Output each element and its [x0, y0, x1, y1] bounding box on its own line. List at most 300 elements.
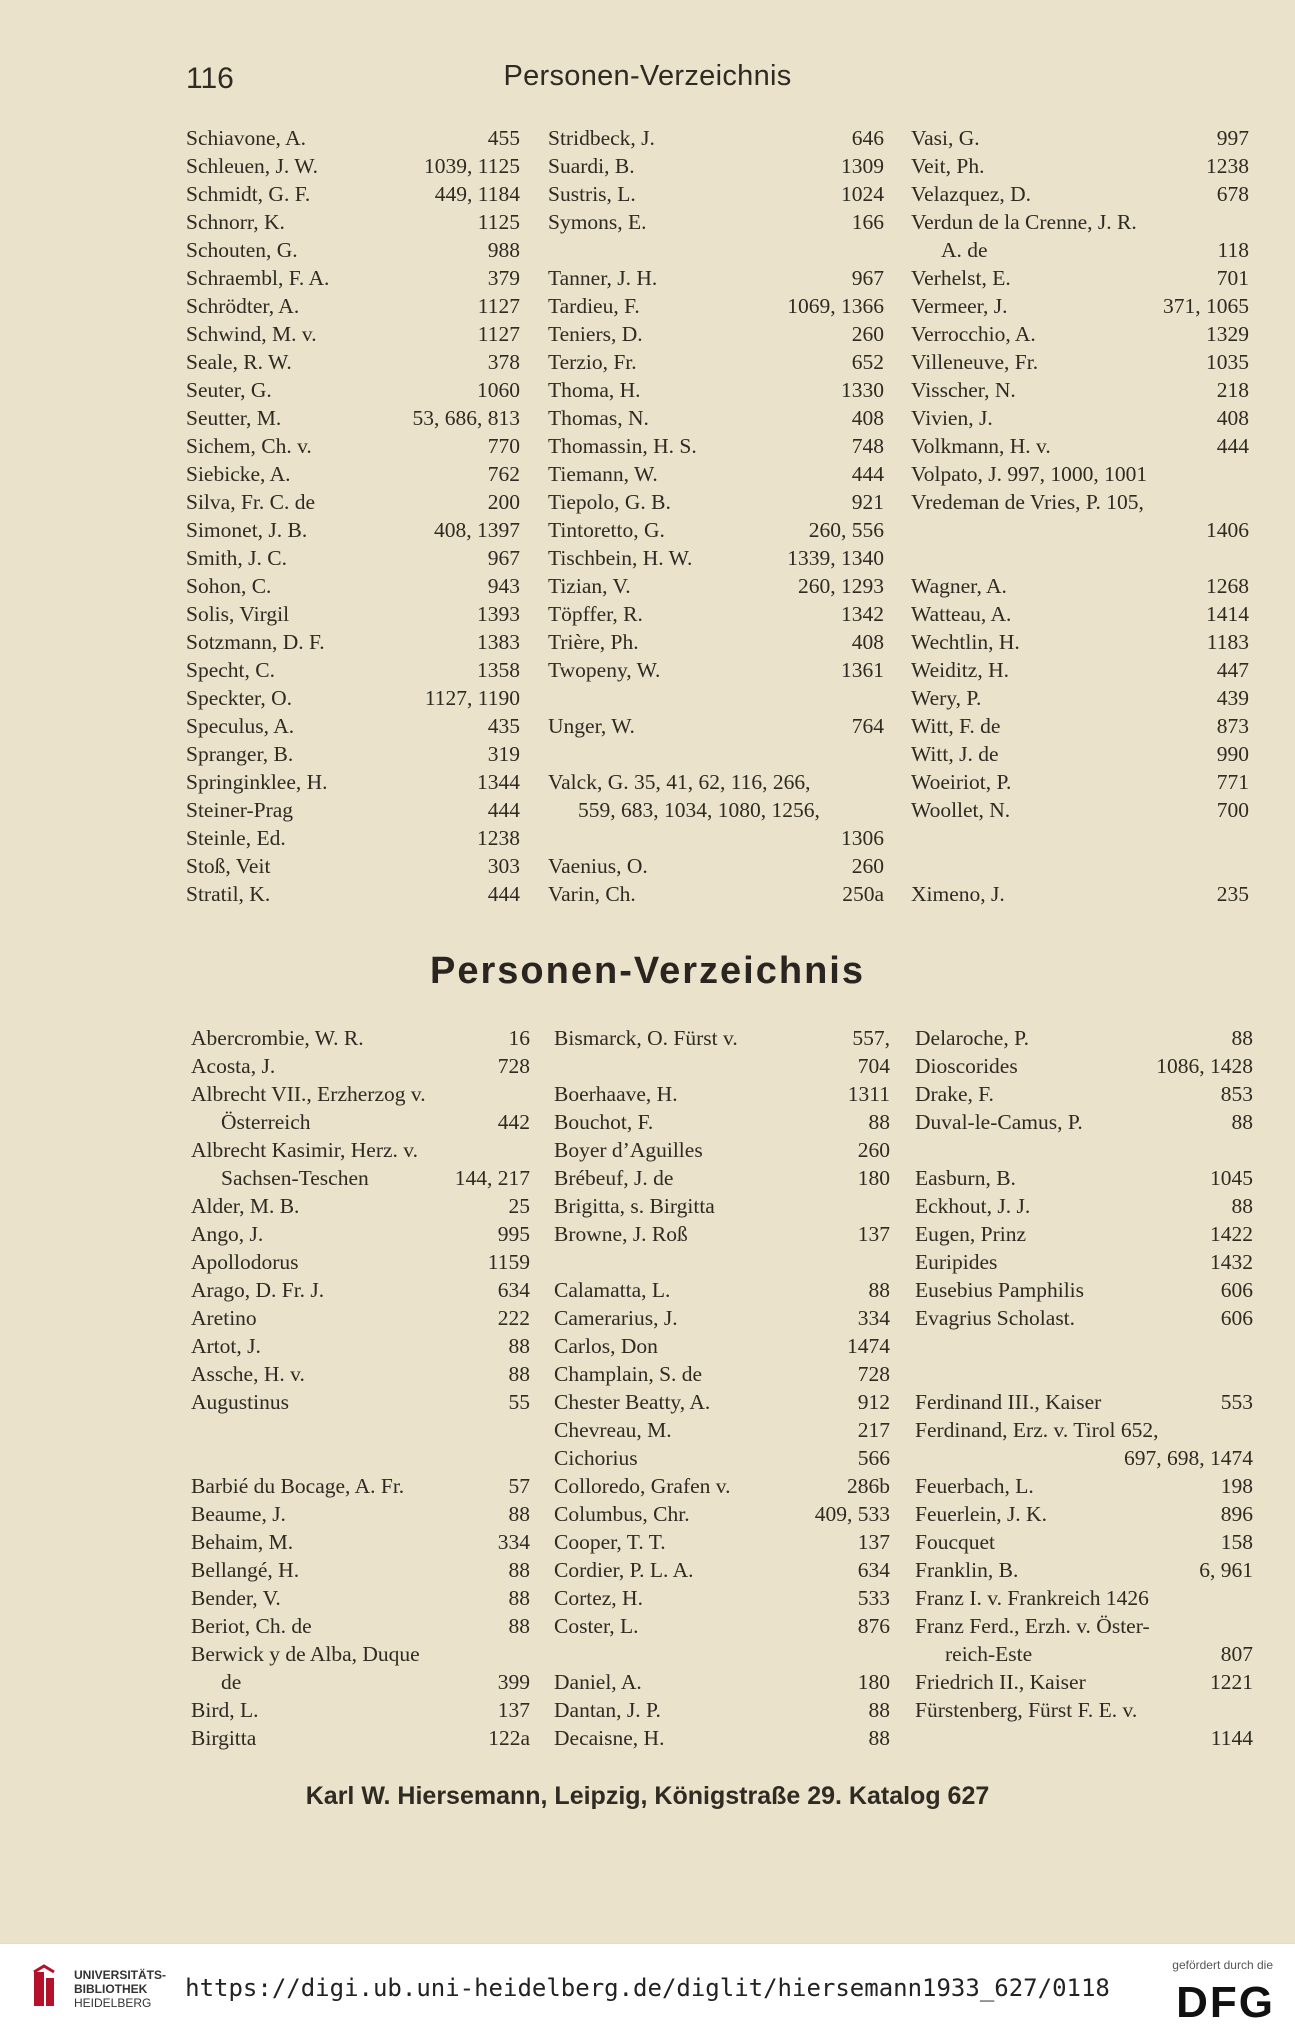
entry-pages: 88: [508, 1558, 530, 1582]
entry-name: Calamatta, L.: [554, 1278, 671, 1302]
entry-name: Vermeer, J.: [911, 294, 1008, 318]
entry-name: Eugen, Prinz: [915, 1222, 1027, 1246]
entry-name: Bird, L.: [191, 1698, 259, 1722]
entry-pages: 1414: [1206, 602, 1249, 626]
entry-pages: 728: [857, 1362, 890, 1386]
entry-pages: 1127: [477, 322, 520, 346]
entry-pages: 88: [508, 1362, 530, 1386]
index-entry: [548, 572, 884, 600]
entry-name: Decaisne, H.: [554, 1726, 665, 1750]
entry-pages: 88: [508, 1614, 530, 1638]
entry-name: Colloredo, Grafen v.: [554, 1474, 731, 1498]
index-entry: [186, 628, 520, 656]
index-entry: [554, 1192, 890, 1220]
index-entry: [911, 740, 1249, 768]
dfg-logo: DFG: [1176, 1978, 1275, 2027]
entry-name: Specht, C.: [186, 658, 275, 682]
entry-name: Speckter, O.: [186, 686, 293, 710]
entry-pages: 260: [851, 854, 884, 878]
entry-name: de: [221, 1670, 242, 1694]
entry-pages: 88: [508, 1586, 530, 1610]
index-entry: [915, 1304, 1253, 1332]
index-entry: [554, 1108, 890, 1136]
entry-name: Woeiriot, P.: [911, 770, 1012, 794]
entry-name: Dantan, J. P.: [554, 1698, 661, 1722]
entry-pages: 1383: [477, 630, 520, 654]
index-entry: [548, 460, 884, 488]
entry-name: Cortez, H.: [554, 1586, 643, 1610]
index-entry: [186, 796, 520, 824]
index-entry: [554, 1164, 890, 1192]
index-entry: [548, 376, 884, 404]
index-entry: [911, 460, 1249, 488]
entry-name: Spranger, B.: [186, 742, 294, 766]
index-entry: [548, 124, 884, 152]
entry-pages: 379: [487, 266, 520, 290]
entry-name: Tiepolo, G. B.: [548, 490, 671, 514]
institution-name: UNIVERSITÄTS- BIBLIOTHEK HEIDELBERG: [74, 1968, 167, 2010]
index-entry: [554, 1052, 890, 1080]
index-entry: [911, 628, 1249, 656]
index-entry: [554, 1024, 890, 1052]
entry-name: Fürstenberg, Fürst F. E. v.: [915, 1698, 1138, 1722]
index-entry: [554, 1080, 890, 1108]
entry-name: Browne, J. Roß: [554, 1222, 688, 1246]
index-entry: [548, 404, 884, 432]
top-column-3: [911, 124, 1249, 908]
entry-name: Unger, W.: [548, 714, 635, 738]
index-entry: [191, 1052, 530, 1080]
entry-pages: 557,: [852, 1026, 890, 1050]
index-entry: [915, 1108, 1253, 1136]
entry-name: Franklin, B.: [915, 1558, 1019, 1582]
entry-name: Albrecht VII., Erzherzog v.: [191, 1082, 426, 1106]
entry-pages: 455: [487, 126, 520, 150]
entry-pages: 166: [851, 210, 884, 234]
index-entry: [915, 1220, 1253, 1248]
index-entry: [186, 824, 520, 852]
entry-pages: 697, 698, 1474: [1124, 1446, 1253, 1470]
index-entry: [186, 572, 520, 600]
index-entry: [548, 292, 884, 320]
entry-pages: 200: [487, 490, 520, 514]
index-entry: [186, 460, 520, 488]
index-entry: [915, 1472, 1253, 1500]
entry-name: Suardi, B.: [548, 154, 635, 178]
index-entry: [554, 1668, 890, 1696]
index-entry: [186, 208, 520, 236]
entry-pages: 222: [497, 1306, 530, 1330]
entry-pages: 1344: [477, 770, 520, 794]
entry-name: Brébeuf, J. de: [554, 1166, 674, 1190]
entry-pages: 995: [497, 1222, 530, 1246]
index-entry: [548, 544, 884, 572]
index-entry: [186, 320, 520, 348]
entry-pages: 700: [1216, 798, 1249, 822]
entry-spacer: [548, 684, 884, 712]
entry-name: Duval-le-Camus, P.: [915, 1110, 1083, 1134]
entry-pages: 921: [851, 490, 884, 514]
index-entry: [548, 152, 884, 180]
entry-name: Tiemann, W.: [548, 462, 658, 486]
entry-pages: 25: [508, 1194, 530, 1218]
index-entry: [191, 1248, 530, 1276]
entry-name: Siebicke, A.: [186, 462, 291, 486]
entry-name: Chester Beatty, A.: [554, 1390, 711, 1414]
entry-spacer: [191, 1444, 530, 1472]
index-entry: [186, 404, 520, 432]
index-entry: [554, 1332, 890, 1360]
index-entry: [186, 236, 520, 264]
entry-pages: 770: [487, 434, 520, 458]
index-entry: [186, 264, 520, 292]
entry-name: Witt, F. de: [911, 714, 1001, 738]
entry-pages: 606: [1220, 1306, 1253, 1330]
entry-name: Symons, E.: [548, 210, 647, 234]
entry-name: Steinle, Ed.: [186, 826, 286, 850]
entry-name: Verhelst, E.: [911, 266, 1011, 290]
index-entry: [186, 880, 520, 908]
entry-pages: 180: [857, 1166, 890, 1190]
entry-pages: 444: [851, 462, 884, 486]
entry-pages: 1086, 1428: [1156, 1054, 1253, 1078]
entry-pages: 409, 533: [814, 1502, 890, 1526]
entry-pages: 449, 1184: [434, 182, 520, 206]
entry-spacer: [554, 1248, 890, 1276]
index-entry: [911, 572, 1249, 600]
index-entry: [548, 656, 884, 684]
entry-pages: 764: [851, 714, 884, 738]
entry-name: Vivien, J.: [911, 406, 993, 430]
index-entry: [554, 1304, 890, 1332]
index-entry: [915, 1724, 1253, 1752]
entry-pages: 1311: [847, 1082, 890, 1106]
entry-name: Boerhaave, H.: [554, 1082, 678, 1106]
entry-pages: 704: [857, 1054, 890, 1078]
entry-pages: 652: [851, 350, 884, 374]
index-entry: [911, 180, 1249, 208]
entry-pages: 88: [868, 1110, 890, 1134]
entry-pages: 144, 217: [454, 1166, 530, 1190]
index-entry: [191, 1080, 530, 1108]
index-entry: [191, 1136, 530, 1164]
entry-name: Schiavone, A.: [186, 126, 307, 150]
entry-name: Thomassin, H. S.: [548, 434, 697, 458]
index-entry: [915, 1444, 1253, 1472]
entry-name: Schnorr, K.: [186, 210, 285, 234]
entry-spacer: [191, 1416, 530, 1444]
index-entry: [186, 544, 520, 572]
index-entry: [554, 1472, 890, 1500]
entry-pages: 435: [487, 714, 520, 738]
entry-pages: 1474: [847, 1334, 890, 1358]
bottom-column-1: [191, 1024, 530, 1752]
index-entry: [186, 292, 520, 320]
entry-name: Schwind, M. v.: [186, 322, 317, 346]
top-column-2: [548, 124, 884, 908]
entry-pages: 303: [487, 854, 520, 878]
index-entry: [554, 1528, 890, 1556]
index-entry: [915, 1584, 1253, 1612]
entry-pages: 634: [857, 1558, 890, 1582]
entry-name: Assche, H. v.: [191, 1362, 305, 1386]
entry-name: Schmidt, G. F.: [186, 182, 311, 206]
entry-name: Eckhout, J. J.: [915, 1194, 1031, 1218]
entry-name: Silva, Fr. C. de: [186, 490, 316, 514]
entry-name: Ferdinand III., Kaiser: [915, 1390, 1102, 1414]
entry-name: Schrödter, A.: [186, 294, 300, 318]
index-entry: [548, 348, 884, 376]
permalink-url[interactable]: https://digi.ub.uni-heidelberg.de/diglit/hiersemann1933_627/0118: [185, 1974, 1110, 2002]
entry-pages: 260, 1293: [798, 574, 884, 598]
entry-name: Apollodorus: [191, 1250, 299, 1274]
entry-name: Beaume, J.: [191, 1502, 286, 1526]
index-entry: [911, 124, 1249, 152]
entry-pages: 444: [487, 798, 520, 822]
index-entry: [191, 1192, 530, 1220]
index-entry: [186, 488, 520, 516]
index-entry: [915, 1528, 1253, 1556]
entry-pages: 1339, 1340: [787, 546, 884, 570]
entry-name: Schouten, G.: [186, 238, 298, 262]
index-entry: [191, 1640, 530, 1668]
entry-name: Foucquet: [915, 1530, 996, 1554]
entry-pages: 771: [1216, 770, 1249, 794]
entry-name: Sustris, L.: [548, 182, 636, 206]
entry-pages: 634: [497, 1278, 530, 1302]
entry-spacer: [911, 852, 1249, 880]
entry-pages: 1342: [841, 602, 884, 626]
entry-name: Arago, D. Fr. J.: [191, 1278, 325, 1302]
entry-pages: 439: [1216, 686, 1249, 710]
entry-pages: 137: [857, 1222, 890, 1246]
bottom-column-2: [554, 1024, 890, 1752]
index-entry: [548, 880, 884, 908]
index-entry: [548, 600, 884, 628]
entry-name: Cordier, P. L. A.: [554, 1558, 694, 1582]
entry-pages: 408: [851, 630, 884, 654]
entry-spacer: [554, 1640, 890, 1668]
entry-name: Österreich: [221, 1110, 311, 1134]
bottom-column-3: [915, 1024, 1253, 1752]
index-entry: [915, 1556, 1253, 1584]
entry-pages: 1422: [1210, 1222, 1253, 1246]
index-entry: [554, 1724, 890, 1752]
index-entry: [911, 292, 1249, 320]
entry-pages: 444: [1216, 434, 1249, 458]
index-entry: [554, 1444, 890, 1472]
entry-pages: 1125: [477, 210, 520, 234]
entry-name: Witt, J. de: [911, 742, 999, 766]
entry-name: Coster, L.: [554, 1614, 639, 1638]
index-entry: [911, 880, 1249, 908]
entry-pages: 1309: [841, 154, 884, 178]
index-entry: [911, 796, 1249, 824]
index-entry: [554, 1612, 890, 1640]
entry-pages: 1393: [477, 602, 520, 626]
entry-name: Tintoretto, G.: [548, 518, 665, 542]
entry-pages: 1330: [841, 378, 884, 402]
entry-name: Acosta, J.: [191, 1054, 276, 1078]
entry-pages: 399: [497, 1670, 530, 1694]
index-entry: [911, 516, 1249, 544]
entry-pages: 1329: [1206, 322, 1249, 346]
entry-pages: 748: [851, 434, 884, 458]
entry-pages: 606: [1220, 1278, 1253, 1302]
entry-name: Tischbein, H. W.: [548, 546, 693, 570]
index-entry: [915, 1416, 1253, 1444]
entry-name: Seale, R. W.: [186, 350, 292, 374]
entry-name: Camerarius, J.: [554, 1306, 678, 1330]
entry-pages: 646: [851, 126, 884, 150]
entry-name: Verrocchio, A.: [911, 322, 1036, 346]
entry-name: Stoß, Veit: [186, 854, 271, 878]
index-entry: [911, 488, 1249, 516]
entry-name: Verdun de la Crenne, J. R.: [911, 210, 1137, 234]
index-entry: [548, 180, 884, 208]
entry-pages: 1238: [1206, 154, 1249, 178]
entry-name: Artot, J.: [191, 1334, 261, 1358]
entry-name: Vredeman de Vries, P. 105,: [911, 490, 1144, 514]
index-entry: [554, 1220, 890, 1248]
index-entry: [191, 1024, 530, 1052]
entry-pages: 988: [487, 238, 520, 262]
entry-pages: 896: [1220, 1502, 1253, 1526]
entry-name: Smith, J. C.: [186, 546, 287, 570]
entry-pages: 990: [1216, 742, 1249, 766]
entry-name: Valck, G. 35, 41, 62, 116, 266,: [548, 770, 811, 794]
index-entry: [191, 1220, 530, 1248]
index-entry: [191, 1556, 530, 1584]
entry-name: Bellangé, H.: [191, 1558, 300, 1582]
entry-pages: 371, 1065: [1163, 294, 1249, 318]
entry-pages: 137: [857, 1530, 890, 1554]
index-entry: [191, 1724, 530, 1752]
index-entry: [548, 796, 884, 824]
entry-pages: 122a: [488, 1726, 530, 1750]
entry-name: Champlain, S. de: [554, 1362, 703, 1386]
entry-pages: 444: [487, 882, 520, 906]
entry-name: Beriot, Ch. de: [191, 1614, 312, 1638]
index-entry: [186, 348, 520, 376]
index-entry: [191, 1584, 530, 1612]
entry-name: Bouchot, F.: [554, 1110, 654, 1134]
entry-name: Cooper, T. T.: [554, 1530, 666, 1554]
entry-name: Dioscorides: [915, 1054, 1018, 1078]
entry-pages: 533: [857, 1586, 890, 1610]
entry-spacer: [915, 1136, 1253, 1164]
entry-pages: 943: [487, 574, 520, 598]
entry-pages: 118: [1217, 238, 1249, 262]
entry-name: Thoma, H.: [548, 378, 641, 402]
index-entry: [911, 684, 1249, 712]
index-entry: [915, 1024, 1253, 1052]
entry-name: Friedrich II., Kaiser: [915, 1670, 1086, 1694]
index-entry: [548, 488, 884, 516]
entry-name: Stratil, K.: [186, 882, 271, 906]
entry-name: Schraembl, F. A.: [186, 266, 330, 290]
entry-pages: 137: [497, 1698, 530, 1722]
entry-name: Terzio, Fr.: [548, 350, 637, 374]
entry-pages: 1127, 1190: [424, 686, 520, 710]
index-entry: [548, 516, 884, 544]
entry-pages: 408: [1216, 406, 1249, 430]
entry-name: Albrecht Kasimir, Herz. v.: [191, 1138, 418, 1162]
entry-pages: 88: [1231, 1110, 1253, 1134]
entry-pages: 853: [1220, 1082, 1253, 1106]
index-entry: [548, 320, 884, 348]
index-entry: [915, 1696, 1253, 1724]
entry-name: Sotzmann, D. F.: [186, 630, 325, 654]
entry-name: Carlos, Don: [554, 1334, 658, 1358]
entry-pages: 88: [868, 1278, 890, 1302]
index-entry: [915, 1164, 1253, 1192]
entry-name: Boyer d’Aguilles: [554, 1138, 703, 1162]
index-entry: [911, 208, 1249, 236]
entry-name: Euripides: [915, 1250, 998, 1274]
entry-pages: 807: [1220, 1642, 1253, 1666]
entry-name: Franz Ferd., Erzh. v. Öster-: [915, 1614, 1150, 1638]
index-entry: [186, 124, 520, 152]
entry-name: Woollet, N.: [911, 798, 1011, 822]
funded-by-label: gefördert durch die: [1172, 1958, 1273, 1972]
index-entry: [915, 1640, 1253, 1668]
entry-pages: 566: [857, 1446, 890, 1470]
entry-name: 559, 683, 1034, 1080, 1256,: [578, 798, 820, 822]
entry-pages: 1406: [1206, 518, 1249, 542]
entry-pages: 1039, 1125: [424, 154, 520, 178]
index-entry: [554, 1556, 890, 1584]
entry-pages: 1060: [477, 378, 520, 402]
entry-pages: 334: [497, 1530, 530, 1554]
entry-name: Wery, P.: [911, 686, 982, 710]
index-entry: [186, 180, 520, 208]
index-entry: [548, 768, 884, 796]
index-entry: [186, 376, 520, 404]
entry-name: Velazquez, D.: [911, 182, 1031, 206]
index-entry: [554, 1136, 890, 1164]
entry-pages: 235: [1216, 882, 1249, 906]
top-column-1: [186, 124, 520, 908]
entry-name: Wechtlin, H.: [911, 630, 1020, 654]
index-entry: [191, 1472, 530, 1500]
entry-name: Wagner, A.: [911, 574, 1007, 598]
entry-pages: 1358: [477, 658, 520, 682]
entry-name: Sachsen-Teschen: [221, 1166, 369, 1190]
entry-pages: 88: [508, 1334, 530, 1358]
entry-pages: 334: [857, 1306, 890, 1330]
entry-pages: 88: [868, 1698, 890, 1722]
entry-name: Ango, J.: [191, 1222, 264, 1246]
index-entry: [911, 348, 1249, 376]
index-entry: [911, 376, 1249, 404]
entry-name: Sichem, Ch. v.: [186, 434, 312, 458]
entry-pages: 319: [487, 742, 520, 766]
entry-name: reich-Este: [945, 1642, 1033, 1666]
entry-pages: 158: [1220, 1530, 1253, 1554]
index-entry: [548, 824, 884, 852]
entry-pages: 57: [508, 1474, 530, 1498]
entry-pages: 701: [1216, 266, 1249, 290]
index-entry: [186, 684, 520, 712]
entry-spacer: [915, 1360, 1253, 1388]
entry-pages: 1127: [477, 294, 520, 318]
index-entry: [911, 712, 1249, 740]
entry-pages: 6, 961: [1199, 1558, 1253, 1582]
entry-pages: 260: [851, 322, 884, 346]
index-entry: [915, 1500, 1253, 1528]
index-entry: [915, 1668, 1253, 1696]
